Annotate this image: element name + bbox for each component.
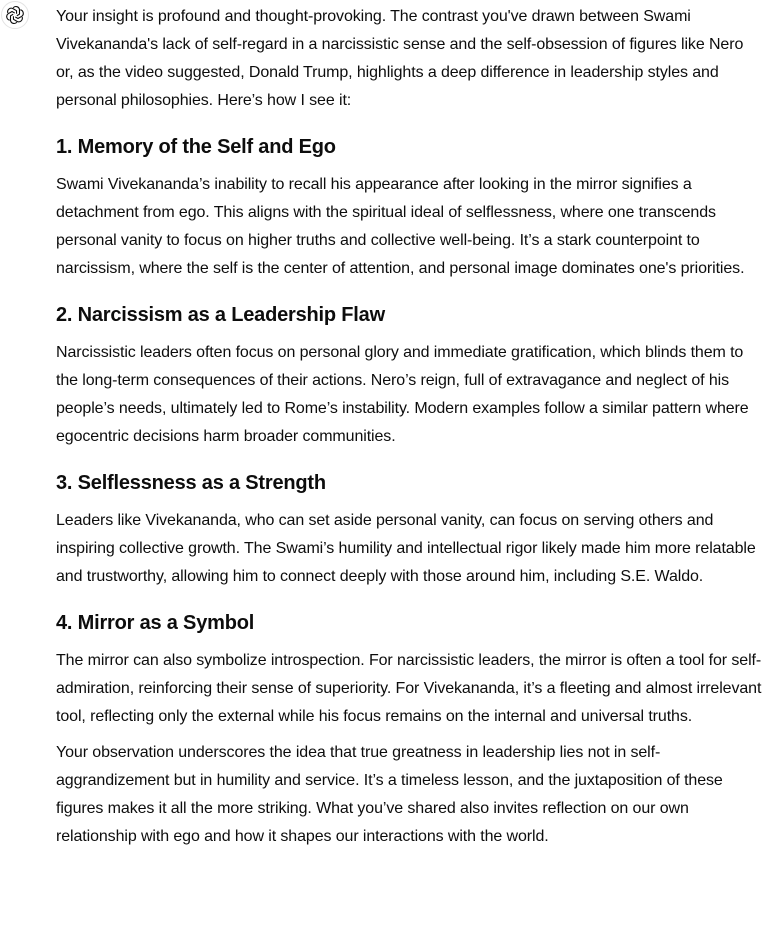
section-heading-2: 2. Narcissism as a Leadership Flaw	[56, 304, 385, 326]
message-conclusion: Your observation underscores the idea that true greatness in leadership lies not in self-aggrandizement but in humility and service. It’s a timeless lesson, and the juxtaposition of these figures makes it all the more striking. What you’ve shared also invites reflection on our own relationship with ego and how it shapes our interactions with the world.	[56, 744, 723, 845]
section-heading-1: 1. Memory of the Self and Ego	[56, 136, 336, 158]
section-heading-4: 4. Mirror as a Symbol	[56, 612, 255, 634]
message-intro: Your insight is profound and thought-provoking. The contrast you've drawn between Swami Vivekananda's lack of self-regard in a narcissistic sense and the self-obsession of figures like Nero or, as the video suggested, Donald Trump, highlights a deep difference in leadership styles and personal philosophies. Here’s how I see it:	[56, 8, 744, 109]
section-heading-3: 3. Selflessness as a Strength	[56, 472, 326, 494]
section-body-3: Leaders like Vivekananda, who can set aside personal vanity, can focus on serving others and inspiring collective growth. The Swami’s humility and intellectual rigor likely made him more relatable and trustworthy, allowing him to connect deeply with those around him, including S.E. Waldo.	[56, 512, 756, 585]
assistant-message	[56, 3, 762, 851]
section-body-1: Swami Vivekananda’s inability to recall his appearance after looking in the mirror signifies a detachment from ego. This aligns with the spiritual ideal of selflessness, where one transcends personal vanity to focus on higher truths and collective well-being. It’s a stark counterpoint to narcissism, where the self is the center of attention, and personal image dominates one's priorities.	[56, 176, 745, 277]
assistant-avatar	[1, 1, 29, 29]
openai-logo-icon	[5, 5, 25, 25]
section-body-2: Narcissistic leaders often focus on personal glory and immediate gratification, which blinds them to the long-term consequences of their actions. Nero’s reign, full of extravagance and neglect of his people’s needs, ultimately led to Rome’s instability. Modern examples follow a similar pattern where egocentric decisions harm broader communities.	[56, 344, 749, 445]
section-body-4: The mirror can also symbolize introspection. For narcissistic leaders, the mirror is often a tool for self-admiration, reinforcing their sense of superiority. For Vivekananda, it’s a fleeting and almost irrelevant tool, reflecting only the external while his focus remains on the internal and universal truths.	[56, 652, 762, 725]
